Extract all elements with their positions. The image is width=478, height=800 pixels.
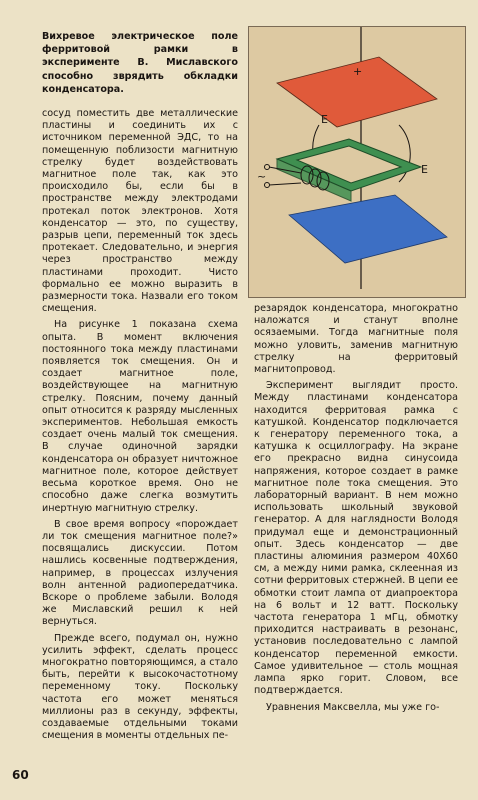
terminal-bottom [265, 183, 270, 188]
paragraph: В свое время вопросу «порождает ли ток смещения магнитное поле?» посвящались дискуссии. Потом нашлись косвенные подтверждения, например, в процессах излучения волн антенной радиопередатчика. Вскоре о проблеме забыли. Володя же Миславский решил к ней вернуться. [42, 518, 238, 628]
terminal-top [265, 165, 270, 170]
paragraph: резарядок конденсатора, многократно наложатся и станут вполне осязаемыми. Тогда магнитные поля можно уловить, заменив магнитную стрелку на ферритовый магнитопровод. [254, 303, 458, 376]
page-number: 60 [12, 768, 29, 782]
paragraph: Эксперимент выглядит просто. Между пластинами конденсатора находится ферритовая рамка с катушкой. Конденсатор подключается к генератору переменного тока, а катушка к осциллографу. На экране его прекрасно видна синусоида напряжения, которое создает в рамке магнитное поле тока смещения. Это лабораторный вариант. В нем можно использовать школьный звуковой генератор. А для наглядности Володя придумал еще и демонстрационный опыт. Здесь конденсатор — две пластины алюминия размером 40Х60 см, а между ними рамка, склеенная из сотни ферритовых стержней. В цепи ее обмотки стоит лампа от диапроектора на 6 вольт и 12 ватт. Поскольку частота генератора 1 мГц, обмотку приходится настраивать в резонанс, установив последовательно с лампой конденсатор переменной емкости. Самое удивительное — столь мощная лампа ярко горит. Словом, все подтверждается. [254, 380, 458, 697]
paragraph: На рисунке 1 показана схема опыта. В момент включения постоянного тока между пластинами появляется ток смещения. Он и создает магнитное поле, воздействующее на магнитную стрелку. Поясним, почему данный опыт относится к разряду мысленных экспериментов. Небольшая емкость создает очень малый ток смещения. В случае одиночной зарядки конденсатора он образует ничтожное магнитное поле, которое действует весьма короткое время. Оно не способно даже слегка возмутить инертную магнитную стрелку. [42, 319, 238, 514]
paragraph: Уравнения Максвелла, мы уже го- [266, 701, 440, 713]
capacitor-ferrite-frame-figure [248, 26, 466, 298]
label-tilde: ~ [257, 170, 267, 183]
paragraph: сосуд поместить две металлические пластины и соединить их с источником переменной ЭДС, то на помещенную поблизости магнитную стрелку будет воздействовать магнитное поле так, как это происходило бы, если бы в пространстве между электродами протекал поток электронов. Хотя конденсатор — это, по существу, разрыв цепи, переменный ток здесь протекает. Следовательно, и энергия через пространство между пластинами проходит. Чисто формально ее можно выразить в размерности тока. Назвали его током смещения. [42, 108, 238, 315]
figure-drawing [249, 27, 465, 297]
right-column [254, 303, 458, 718]
label-plus: + [353, 65, 363, 78]
paragraph: Прежде всего, подумал он, нужно усилить эффект, сделать процесс многократно повторяющимся, а стало быть, перейти к высокочастотному переменному току. Поскольку частота его может меняться миллионы раз в секунду, эффекты, создаваемые отдельными токами смещения в моменты отдельных пе- [42, 632, 238, 742]
left-column [42, 108, 238, 746]
coil-wire-bottom [269, 183, 301, 185]
label-e-right: E [421, 163, 428, 176]
label-e-top: E [321, 113, 328, 126]
figure-caption: Вихревое электрическое поле ферритовой рамки в эксперименте В. Миславского способно зврядить обкладки конденсатора. [42, 31, 238, 95]
bottom-plate [289, 195, 447, 263]
